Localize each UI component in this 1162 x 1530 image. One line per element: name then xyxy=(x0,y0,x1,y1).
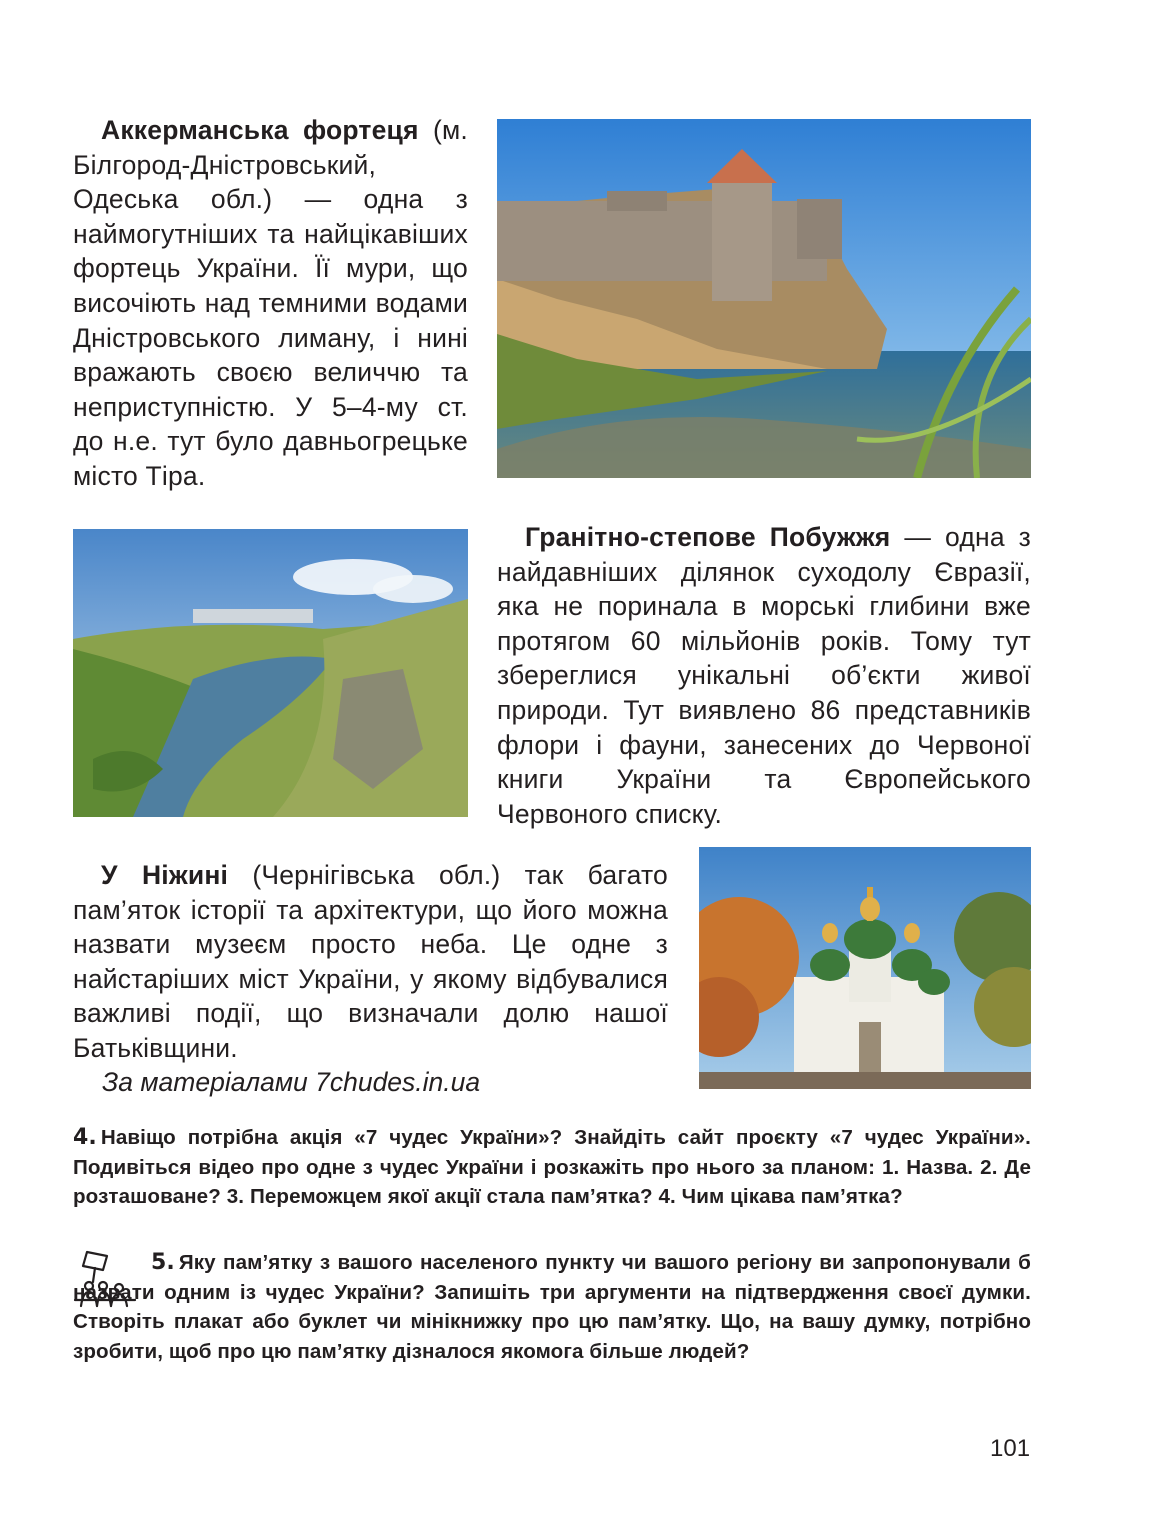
task-4 xyxy=(73,1123,1031,1212)
task-5 xyxy=(73,1248,1031,1366)
task-text: Навіщо потрібна акція «7 чудес України»? Знайдіть сайт проєкту «7 чудес України». Подивіться відео про одне з чудес України і розкажіть про нього за планом: 1. Назва. 2. Де розташоване? 3. Переможцем якої акції стала пам’ятка? 4. Чим цікава пам’ятка? xyxy=(73,1126,1031,1208)
task-number: 5. xyxy=(151,1250,175,1275)
photo-pobuzhzhia xyxy=(73,529,468,817)
paragraph-text: — одна з найдавніших ділянок суходолу Євразії, яка не поринала в морські глибини вже протягом 60 мільйонів років. Тому тут збереглися унікальні об’єкти живої природи. Тут виявлено 86 представників флори і фауни, занесених до Червоної книги України та Європейського Червоного списку. xyxy=(497,522,1031,829)
paragraph-text: (м. Білгород-Дністровський, Одеська обл.) — одна з наймогутніших та найцікавіших фортець України. Її мури, що височіють над темними водами Дністровського лиману, і нині вражають своєю величчю та неприступністю. У 5–4-му ст. до н.е. тут було давньогрецьке місто Тіра. xyxy=(73,115,468,491)
paragraph-pobuzhzhia xyxy=(497,520,1031,831)
paragraph-lead: У Ніжині xyxy=(101,860,229,890)
task-number: 4. xyxy=(73,1125,97,1150)
paragraph-akkerman xyxy=(73,113,468,494)
paragraph-nizhyn xyxy=(73,858,668,1066)
photo-nizhyn-cathedral xyxy=(699,847,1031,1089)
photo-akkerman-fortress xyxy=(497,119,1031,478)
paragraph-lead: Аккерманська фортеця xyxy=(101,115,419,145)
page-number: 101 xyxy=(990,1435,1031,1462)
paragraph-lead: Гранітно-степове Побужжя xyxy=(525,522,891,552)
task-text: Яку пам’ятку з вашого населеного пункту чи вашого регіону ви запропонували б назвати одним із чудес України? Запишіть три аргументи на підтвердження своєї думки. Створіть плакат або буклет чи мінікнижку про цю пам’ятку. Що, на вашу думку, потрібно зробити, щоб про цю пам’ятку дізналося якомога більше людей? xyxy=(73,1251,1031,1363)
paragraph-text: (Чернігівська обл.) так багато пам’яток історії та архітектури, що його можна назвати музеєм просто неба. Це одне з найстаріших міст України, у якому відбувалися важливі події, що визначали долю нашої Батьківщини. xyxy=(73,860,668,1063)
source-citation: За матеріалами 7chudes.in.ua xyxy=(102,1067,481,1097)
